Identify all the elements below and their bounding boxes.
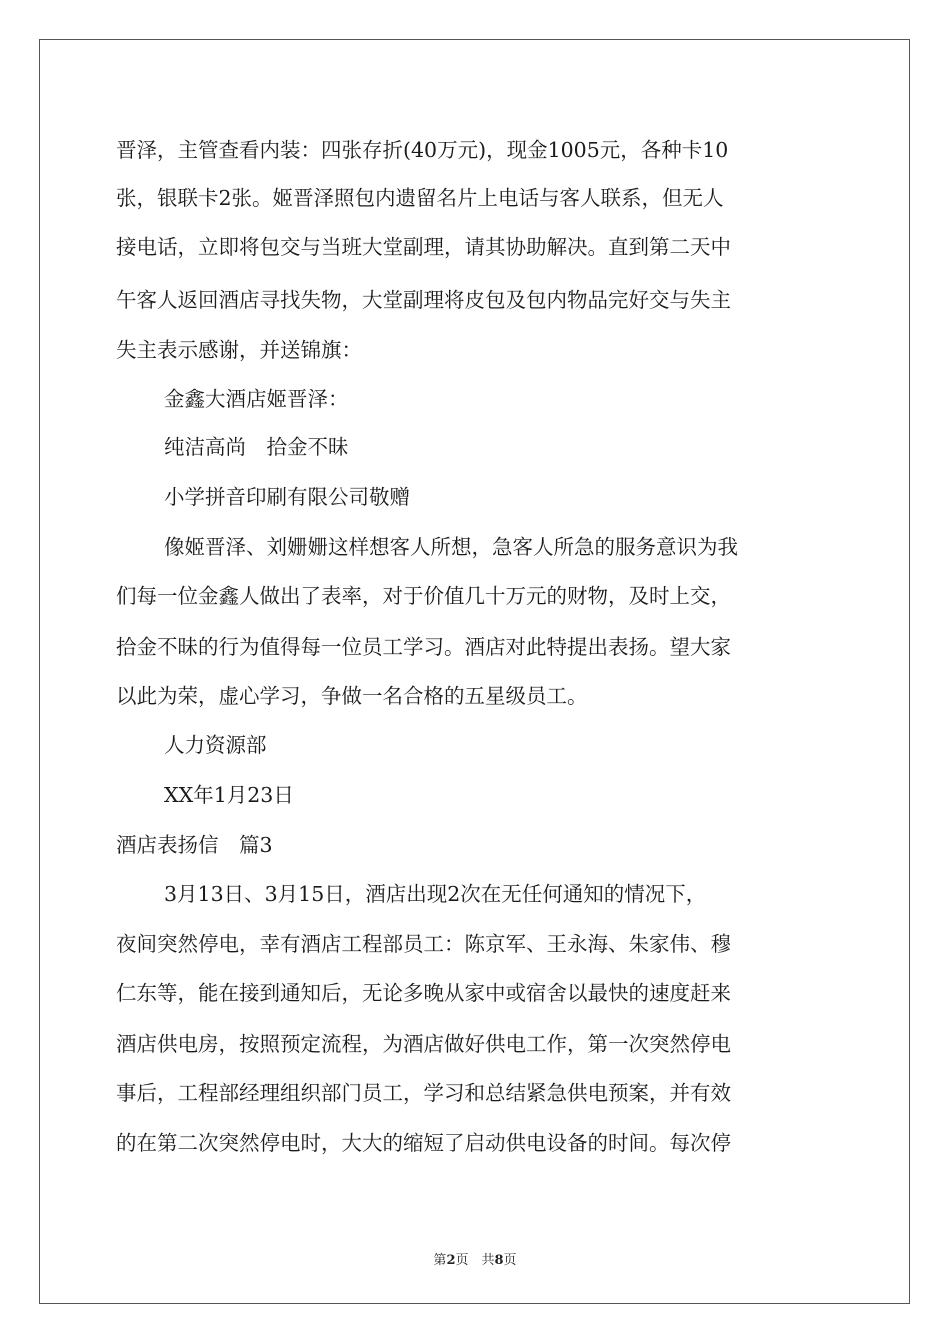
text-line: 晋泽，主管查看内装：四张存折(40万元)，现金1005元，各种卡10 — [116, 138, 729, 162]
page-border — [39, 39, 910, 1304]
total-page-number: 8 — [494, 1253, 504, 1268]
text-line: 夜间突然停电，幸有酒店工程部员工：陈京军、王永海、朱家伟、穆 — [116, 932, 731, 956]
text-line: 纯洁高尚 拾金不昧 — [164, 435, 349, 459]
text-line: 午客人返回酒店寻找失物，大堂副理将皮包及包内物品完好交与失主 — [116, 288, 731, 312]
text-line: 仁东等，能在接到通知后，无论多晚从家中或宿舍以最快的速度赶来 — [116, 981, 731, 1005]
text-line: 拾金不昧的行为值得每一位员工学习。酒店对此特提出表扬。望大家 — [116, 635, 731, 659]
footer-prefix: 第 — [433, 1253, 447, 1268]
text-line: 人力资源部 — [164, 733, 267, 757]
text-line: 以此为荣，虚心学习，争做一名合格的五星级员工。 — [116, 684, 588, 708]
text-line: 酒店供电房，按照预定流程，为酒店做好供电工作，第一次突然停电 — [116, 1032, 731, 1056]
text-line: 失主表示感谢，并送锦旗： — [116, 338, 362, 362]
text-line: 张，银联卡2张。姬晋泽照包内遗留名片上电话与客人联系，但无人 — [116, 186, 724, 210]
footer-suffix: 页 — [503, 1253, 517, 1268]
footer-mid: 页 共 — [455, 1253, 495, 1268]
text-line: 像姬晋泽、刘姗姗这样想客人所想，急客人所急的服务意识为我 — [164, 535, 738, 559]
current-page-number: 2 — [446, 1253, 456, 1268]
page-footer — [0, 1249, 950, 1268]
text-line: 金鑫大酒店姬晋泽： — [164, 387, 349, 411]
date-line: XX年1月23日 — [164, 783, 294, 807]
text-line: 小学拼音印刷有限公司敬赠 — [164, 485, 410, 509]
text-line: 3月13日、3月15日，酒店出现2次在无任何通知的情况下， — [164, 882, 707, 906]
text-line: 的在第二次突然停电时，大大的缩短了启动供电设备的时间。每次停 — [116, 1131, 731, 1155]
text-line: 事后，工程部经理组织部门员工，学习和总结紧急供电预案，并有效 — [116, 1081, 731, 1105]
text-line: 接电话，立即将包交与当班大堂副理，请其协助解决。直到第二天中 — [116, 235, 731, 259]
section-heading: 酒店表扬信 篇3 — [116, 833, 273, 857]
text-line: 们每一位金鑫人做出了表率，对于价值几十万元的财物，及时上交， — [116, 584, 731, 608]
